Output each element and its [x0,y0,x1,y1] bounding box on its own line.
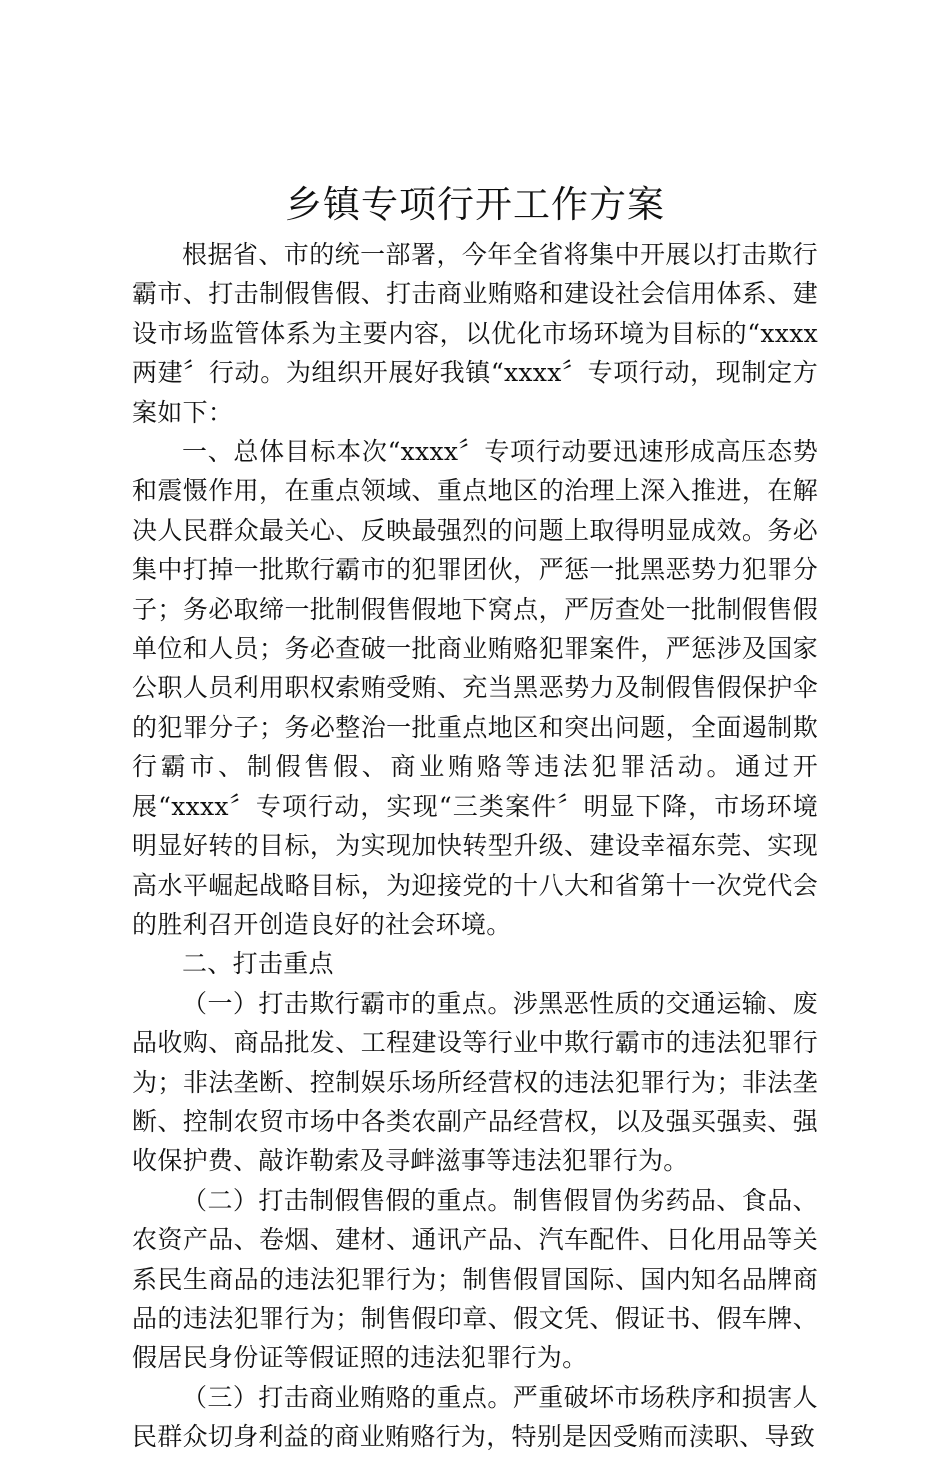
section-2-heading: 二、打击重点 [182,949,334,979]
intro-paragraph: 根据省、市的统一部署，今年全省将集中开展以打击欺行霸市、打击制假售假、打击商业贿赂和建设社会信用体系、建设市场监管体系为主要内容，以优化市场环境为目标的“xxxx两建〞行动。为组织开展好我镇“xxxx〞专项行动，现制定方案如下： [132,240,818,427]
document-title: 乡镇专项行开工作方案 [285,183,665,226]
section-2-item-1: （一）打击欺行霸市的重点。涉黑恶性质的交通运输、废品收购、商品批发、工程建设等行业中欺行霸市的违法犯罪行为；非法垄断、控制娱乐场所经营权的违法犯罪行为；非法垄断、控制农贸市场中各类农副产品经营权，以及强买强卖、强收保护费、敲诈勒索及寻衅滋事等违法犯罪行为。 [132,988,818,1176]
section-1-overall-goal: 一、总体目标本次“xxxx〞专项行动要迅速形成高压态势和震慑作用，在重点领域、重点地区的治理上深入推进，在解决人民群众最关心、反映最强烈的问题上取得明显成效。务必集中打掉一批欺行霸市的犯罪团伙，严惩一批黑恶势力犯罪分子；务必取缔一批制假售假地下窝点，严厉查处一批制假售假单位和人员；务必查破一批商业贿赂犯罪案件，严惩涉及国家公职人员利用职权索贿受贿、充当黑恶势力及制假售假保护伞的犯罪分子；务必整治一批重点地区和突出问题，全面遏制欺行霸市、制假售假、商业贿赂等违法犯罪活动。通过开展“xxxx〞专项行动，实现“三类案件〞明显下降，市场环境明显好转的目标，为实现加快转型升级、建设幸福东莞、实现高水平崛起战略目标，为迎接党的十八大和省第十一次党代会的胜利召开创造良好的社会环境。 [132,437,818,939]
document-body [132,235,818,1457]
section-2-item-3: （三）打击商业贿赂的重点。严重破坏市场秩序和损害人民群众切身利益的商业贿赂行为，特别是因受贿而渎职、导致 [132,1382,818,1452]
section-2-item-2: （二）打击制假售假的重点。制售假冒伪劣药品、食品、农资产品、卷烟、建材、通讯产品、汽车配件、日化用品等关系民生商品的违法犯罪行为；制售假冒国际、国内知名品牌商品的违法犯罪行为；制售假印章、假文凭、假证书、假车牌、假居民身份证等假证照的违法犯罪行为。 [132,1185,818,1373]
